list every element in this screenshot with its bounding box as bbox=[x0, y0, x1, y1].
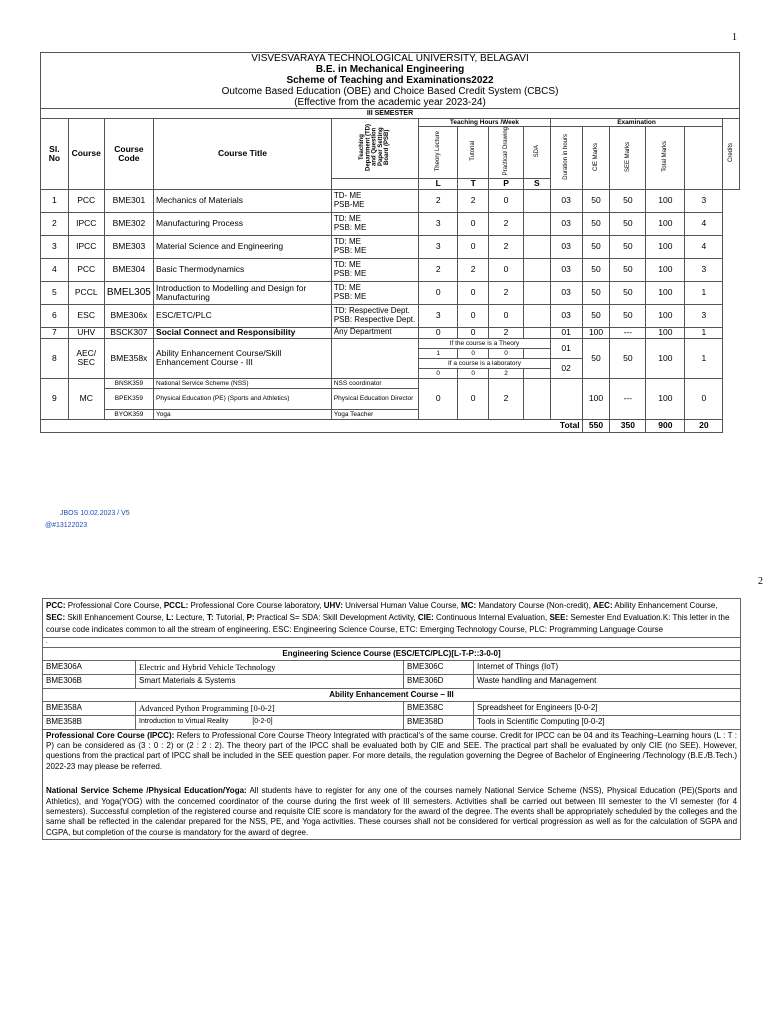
row-title: Basic Thermodynamics bbox=[154, 258, 332, 281]
row-S bbox=[524, 235, 551, 258]
row-sl: 3 bbox=[41, 235, 69, 258]
aec-option-title: Tools in Scientific Computing [0-0-2] bbox=[474, 716, 741, 729]
row-psb: PSB: ME bbox=[333, 291, 367, 301]
row-dept bbox=[331, 235, 418, 258]
scheme-header bbox=[41, 53, 740, 109]
page-number-2: 2 bbox=[758, 576, 763, 587]
aec-lab-P: 2 bbox=[489, 368, 524, 378]
mc-L: 0 bbox=[419, 378, 458, 419]
mc-T: 0 bbox=[458, 378, 489, 419]
row-L: 2 bbox=[419, 258, 458, 281]
row-dept bbox=[331, 258, 418, 281]
col-cie: CIE Marks bbox=[592, 142, 599, 171]
mc-P: 2 bbox=[489, 378, 524, 419]
row-duration: 03 bbox=[550, 212, 582, 235]
row-course: PCC bbox=[68, 189, 104, 212]
row-L: 0 bbox=[419, 281, 458, 304]
row-total: 100 bbox=[646, 327, 685, 338]
col-sl: Sl. No bbox=[41, 119, 69, 190]
mc-credits: 0 bbox=[685, 378, 723, 419]
row-sl: 5 bbox=[41, 281, 69, 304]
row-T: 0 bbox=[458, 281, 489, 304]
row-td: Any Department bbox=[333, 327, 392, 337]
course-row bbox=[41, 281, 740, 304]
row-S bbox=[524, 212, 551, 235]
aec-code: BME358x bbox=[104, 338, 153, 378]
aec-option-title: Spreadsheet for Engineers [0-0-2] bbox=[474, 702, 741, 716]
row-P: 2 bbox=[489, 327, 524, 338]
row-P: 0 bbox=[489, 258, 524, 281]
row-credits: 4 bbox=[685, 212, 723, 235]
university-name: VISVESVARAYA TECHNOLOGICAL UNIVERSITY, BELAGAVI bbox=[251, 53, 529, 64]
aec-credits: 1 bbox=[685, 338, 723, 378]
col-title: Course Title bbox=[154, 119, 332, 190]
aec-see: 50 bbox=[610, 338, 646, 378]
col-see: SEE Marks bbox=[624, 141, 631, 172]
col-theory: Theory Lecture bbox=[435, 131, 442, 172]
row-code: BSCK307 bbox=[104, 327, 153, 338]
row-dept bbox=[331, 281, 418, 304]
course-rows bbox=[41, 189, 740, 338]
aec-theory-L: 1 bbox=[419, 348, 458, 358]
row-duration: 03 bbox=[550, 304, 582, 327]
row-course: IPCC bbox=[68, 212, 104, 235]
nss-label: National Service Scheme /Physical Education/Yoga: bbox=[46, 786, 247, 796]
row-sl: 1 bbox=[41, 189, 69, 212]
row-S bbox=[524, 189, 551, 212]
col-duration: Duration in hours bbox=[563, 133, 570, 180]
row-T: 2 bbox=[458, 189, 489, 212]
row-duration: 03 bbox=[550, 189, 582, 212]
row-duration: 01 bbox=[550, 327, 582, 338]
row-course: UHV bbox=[68, 327, 104, 338]
total-label: Total bbox=[41, 419, 583, 432]
mc-code-pe: BPEK359 bbox=[104, 388, 153, 409]
row-title: ESC/ETC/PLC bbox=[154, 304, 332, 327]
row-total: 100 bbox=[646, 235, 685, 258]
row-P: 2 bbox=[489, 235, 524, 258]
row-T: 0 bbox=[458, 304, 489, 327]
row-total: 100 bbox=[646, 281, 685, 304]
row-S bbox=[524, 327, 551, 338]
row-P: 0 bbox=[489, 304, 524, 327]
aec-option-ltp: [0-2-0] bbox=[252, 718, 273, 726]
row-cie: 50 bbox=[582, 258, 610, 281]
row-psb: PSB: ME bbox=[333, 268, 367, 278]
row-title: Introduction to Modelling and Design for Manufacturing bbox=[154, 281, 332, 304]
row-see: 50 bbox=[610, 304, 646, 327]
total-credits: 20 bbox=[685, 419, 723, 432]
nss-text: All students have to register for any one of the courses namely National Service Scheme (NSS), Physical Education (PE)(Sports and Athletics), and Yoga(YOG) with the concerned coordinator of the course during the first week of III semesters. Activities shall be carried out between III semester to the VI semester (for 4 semesters). Successful completion of the registered course and requisite CIE score is mandatory for the award of the degree. The events shall be appropriately scheduled by the colleges and the same shall be reflected in the calendar prepared for the NSS, PE, and Yoga activities. These courses shall not be considered for vertical progression as well as for the calculation of SGPA and CGPA, but completion of the course is mandatory for the award of degree. bbox=[46, 786, 738, 837]
row-see: --- bbox=[610, 327, 646, 338]
col-L: L bbox=[419, 178, 458, 189]
row-dept bbox=[331, 212, 418, 235]
row-code: BME302 bbox=[104, 212, 153, 235]
row-see: 50 bbox=[610, 258, 646, 281]
row-td: TD- ME bbox=[333, 191, 362, 201]
col-total: Total Marks bbox=[662, 141, 669, 173]
row-S bbox=[524, 304, 551, 327]
esc-heading: Engineering Science Course (ESC/ETC/PLC)[L-T-P::3-0-0] bbox=[43, 648, 741, 661]
aec-theory-note: If the course is a Theory bbox=[419, 338, 551, 348]
row-total: 100 bbox=[646, 258, 685, 281]
row-title: Manufacturing Process bbox=[154, 212, 332, 235]
col-code: Course Code bbox=[104, 119, 153, 190]
mc-sl: 9 bbox=[41, 378, 69, 419]
row-sl: 2 bbox=[41, 212, 69, 235]
row-T: 0 bbox=[458, 212, 489, 235]
aec-duration-lab: 02 bbox=[550, 358, 582, 378]
aec-option-code: BME358A bbox=[43, 702, 136, 716]
row-psb: PSB: ME bbox=[333, 222, 367, 232]
col-teaching-hours: Teaching Hours /Week bbox=[419, 119, 551, 127]
aec-theory-T: 0 bbox=[458, 348, 489, 358]
mc-total: 100 bbox=[646, 378, 685, 419]
obe-line: Outcome Based Education (OBE) and Choice Based Credit System (CBCS) bbox=[221, 86, 559, 97]
row-psb: PSB: Respective Dept. bbox=[333, 314, 416, 324]
esc-title: Internet of Things (IoT) bbox=[474, 661, 741, 675]
esc-title: Electric and Hybrid Vehicle Technology bbox=[136, 661, 404, 675]
row-dept bbox=[331, 189, 418, 212]
col-dept: Teaching Department (TD) and Question Paper Setting Board (PSB) bbox=[359, 123, 391, 171]
row-L: 3 bbox=[419, 212, 458, 235]
row-L: 3 bbox=[419, 235, 458, 258]
row-code: BME304 bbox=[104, 258, 153, 281]
row-code: BME303 bbox=[104, 235, 153, 258]
row-total: 100 bbox=[646, 212, 685, 235]
row-td: TD: ME bbox=[333, 214, 361, 224]
row-credits: 3 bbox=[685, 258, 723, 281]
row-psb: PSB: ME bbox=[333, 245, 367, 255]
course-row bbox=[41, 189, 740, 212]
ipcc-label: Professional Core Course (IPCC): bbox=[46, 730, 175, 740]
mc-dept-nss: NSS coordinator bbox=[331, 378, 418, 388]
row-course: IPCC bbox=[68, 235, 104, 258]
esc-title: Waste handling and Management bbox=[474, 675, 741, 688]
col-T: T bbox=[458, 178, 489, 189]
col-S: S bbox=[524, 178, 551, 189]
row-psb: PSB-ME bbox=[333, 199, 365, 209]
row-sl: 7 bbox=[41, 327, 69, 338]
aec-cie: 50 bbox=[582, 338, 610, 378]
row-code: BMEL305 bbox=[104, 281, 153, 304]
row-code: BME306x bbox=[104, 304, 153, 327]
col-sda: SDA bbox=[533, 145, 540, 158]
row-duration: 03 bbox=[550, 258, 582, 281]
row-L: 0 bbox=[419, 327, 458, 338]
aec-option-code: BME358B bbox=[43, 716, 136, 729]
row-S bbox=[524, 258, 551, 281]
row-duration: 03 bbox=[550, 235, 582, 258]
mc-cie: 100 bbox=[582, 378, 610, 419]
aec-course: AEC/ SEC bbox=[68, 338, 104, 378]
mc-dept-pe: Physical Education Director bbox=[331, 388, 418, 409]
esc-code: BME306B bbox=[43, 675, 136, 688]
row-credits: 1 bbox=[685, 281, 723, 304]
col-practical: Practical/ Drawing bbox=[502, 127, 509, 176]
aec-lab-T: 0 bbox=[458, 368, 489, 378]
row-title: Mechanics of Materials bbox=[154, 189, 332, 212]
scheme-table bbox=[40, 52, 740, 433]
aec-lab-note: If a course is a laboratory bbox=[419, 358, 551, 368]
aec-option-title: Advanced Python Programming [0-0-2] bbox=[136, 702, 404, 716]
row-see: 50 bbox=[610, 235, 646, 258]
aec-option-title: Introduction to Virtual Reality bbox=[139, 718, 229, 726]
row-T: 0 bbox=[458, 327, 489, 338]
row-credits: 4 bbox=[685, 235, 723, 258]
mc-title-nss: National Service Scheme (NSS) bbox=[154, 378, 332, 388]
row-L: 3 bbox=[419, 304, 458, 327]
col-P: P bbox=[489, 178, 524, 189]
jbos-footer: JBOS 10.02.2023 / V5 bbox=[60, 510, 130, 517]
program-name: B.E. in Mechanical Engineering bbox=[315, 64, 465, 75]
row-cie: 50 bbox=[582, 212, 610, 235]
row-course: PCCL bbox=[68, 281, 104, 304]
row-sl: 4 bbox=[41, 258, 69, 281]
mc-title-pe: Physical Education (PE) (Sports and Athletics) bbox=[154, 388, 332, 409]
row-P: 2 bbox=[489, 212, 524, 235]
row-dept bbox=[331, 304, 418, 327]
esc-code: BME306A bbox=[43, 661, 136, 675]
course-row bbox=[41, 212, 740, 235]
scheme-title: Scheme of Teaching and Examinations2022 bbox=[286, 75, 494, 86]
col-course: Course bbox=[68, 119, 104, 190]
row-total: 100 bbox=[646, 304, 685, 327]
row-td: TD: Respective Dept. bbox=[333, 306, 410, 316]
row-duration: 03 bbox=[550, 281, 582, 304]
row-cie: 50 bbox=[582, 235, 610, 258]
page-number: 1 bbox=[732, 32, 737, 43]
row-see: 50 bbox=[610, 281, 646, 304]
row-T: 2 bbox=[458, 258, 489, 281]
mc-dept-yoga: Yoga Teacher bbox=[331, 409, 418, 419]
row-cie: 50 bbox=[582, 281, 610, 304]
mc-see: --- bbox=[610, 378, 646, 419]
aec-option-code: BME358C bbox=[404, 702, 474, 716]
abbreviations-legend: PCC: Professional Core Course, PCCL: Professional Core Course laboratory, UHV: Universal Human Value Course, MC: Mandatory Course (Non-credit), AEC: Ability Enhancement Course, SEC: Skill Enhancement Course, L: Lecture, T: Tutorial, P: Practical S= SDA: Skill Development Activity, CIE: Continuous Internal Evaluation, SEE: Semester End Evaluation.K: This letter in the course code indicates common to all the stream of engineering. ESC: Engineering Science Course, ETC: Emerging Technology Course, PLC: Programming Language Course bbox=[43, 599, 741, 638]
row-credits: 1 bbox=[685, 327, 723, 338]
col-credits: Credits bbox=[728, 143, 735, 163]
row-S bbox=[524, 281, 551, 304]
mc-title-yoga: Yoga bbox=[154, 409, 332, 419]
course-row bbox=[41, 327, 740, 338]
row-cie: 50 bbox=[582, 304, 610, 327]
row-cie: 100 bbox=[582, 327, 610, 338]
col-tutorial: Tutorial bbox=[470, 141, 477, 162]
mc-code-yoga: BYOK359 bbox=[104, 409, 153, 419]
row-credits: 3 bbox=[685, 304, 723, 327]
row-title: Social Connect and Responsibility bbox=[154, 327, 332, 338]
aec-total: 100 bbox=[646, 338, 685, 378]
row-see: 50 bbox=[610, 189, 646, 212]
aec-heading: Ability Enhancement Course – III bbox=[43, 688, 741, 701]
col-examination: Examination bbox=[550, 119, 723, 127]
aec-duration-theory: 01 bbox=[550, 338, 582, 358]
mc-course: MC bbox=[68, 378, 104, 419]
document-code: @#13122023 bbox=[45, 522, 88, 529]
aec-option-code: BME358D bbox=[404, 716, 474, 729]
notes-table bbox=[42, 598, 741, 840]
ipcc-text: Refers to Professional Core Course Theory Integrated with practical's of the same course. Credit for IPCC can be 04 and its Teaching–Learning hours (L : T : P) can be considered as (3 : 0 : 2) or (2 : 2 : 2). The theory part of the IPCC shall be evaluated both by CIE and SEE. The practical part shall be evaluated by only CIE (no SEE). However, questions from the practical part of IPCC shall be included in the SEE question paper. For more details, the regulation governing the Degree of Bachelor of Engineering /Technology (B.E./B.Tech.) 2022-23 may please be referred. bbox=[46, 730, 738, 771]
row-td: TD: ME bbox=[333, 260, 361, 270]
row-credits: 3 bbox=[685, 189, 723, 212]
separator-dot: . bbox=[43, 638, 741, 648]
aec-theory-P: 0 bbox=[489, 348, 524, 358]
row-T: 0 bbox=[458, 235, 489, 258]
total-marks: 900 bbox=[646, 419, 685, 432]
esc-code: BME306D bbox=[404, 675, 474, 688]
course-row bbox=[41, 304, 740, 327]
semester-label: III SEMESTER bbox=[41, 109, 740, 119]
esc-title: Smart Materials & Systems bbox=[136, 675, 404, 688]
aec-sl: 8 bbox=[41, 338, 69, 378]
row-course: ESC bbox=[68, 304, 104, 327]
esc-code: BME306C bbox=[404, 661, 474, 675]
row-course: PCC bbox=[68, 258, 104, 281]
row-code: BME301 bbox=[104, 189, 153, 212]
row-td: TD: ME bbox=[333, 237, 361, 247]
row-title: Material Science and Engineering bbox=[154, 235, 332, 258]
row-total: 100 bbox=[646, 189, 685, 212]
row-dept bbox=[331, 327, 418, 338]
row-cie: 50 bbox=[582, 189, 610, 212]
row-see: 50 bbox=[610, 212, 646, 235]
effective-line: (Effective from the academic year 2023-24) bbox=[294, 97, 486, 108]
course-row bbox=[41, 258, 740, 281]
course-row bbox=[41, 235, 740, 258]
row-P: 0 bbox=[489, 189, 524, 212]
row-td: TD: ME bbox=[333, 283, 361, 293]
row-L: 2 bbox=[419, 189, 458, 212]
mc-code-nss: BNSK359 bbox=[104, 378, 153, 388]
notes-paragraphs bbox=[43, 729, 741, 840]
aec-title: Ability Enhancement Course/Skill Enhancement Course - III bbox=[154, 338, 332, 378]
row-sl: 6 bbox=[41, 304, 69, 327]
row-P: 2 bbox=[489, 281, 524, 304]
aec-lab-L: 0 bbox=[419, 368, 458, 378]
total-cie: 550 bbox=[582, 419, 610, 432]
total-see: 350 bbox=[610, 419, 646, 432]
